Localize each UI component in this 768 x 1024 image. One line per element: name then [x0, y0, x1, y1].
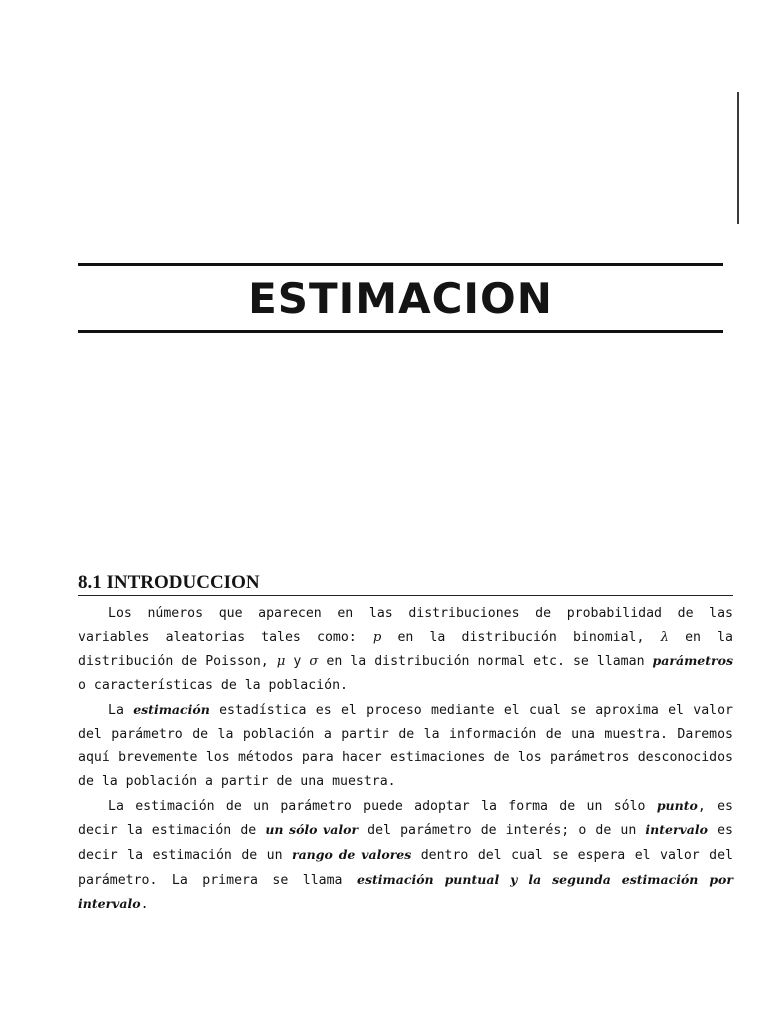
chapter-title: ESTIMACION: [248, 274, 553, 323]
section-heading: 8.1 INTRODUCCION: [78, 571, 733, 596]
margin-mark: [737, 92, 739, 224]
paragraph-3: [78, 794, 733, 918]
paragraph-1: [78, 602, 733, 698]
symbol-mu: μ: [276, 654, 286, 670]
p1-text-f: o características de la población.: [78, 678, 348, 694]
p2-text-b: estadística es el proceso mediante el cual se aproxima el valor del parámetro de la población a partir de la información de una muestra. Daremos aquí brevemente los métodos para hacer estimaciones de los parámetros desconocidos de la población a partir de una muestra.: [78, 702, 733, 789]
p3-text-e: dentro del cual se espera el valor del parámetro. La primera se llama: [78, 848, 733, 888]
body-text: [78, 602, 733, 917]
p3-text-d: es decir la estimación de un: [78, 823, 733, 864]
p3-text-f: .: [140, 897, 149, 913]
emphasis-estimacion: estimación: [133, 701, 210, 717]
symbol-sigma: σ: [309, 654, 319, 670]
paragraph-2: [78, 698, 733, 794]
emphasis-estimacion-puntual: estimación puntual y la segunda estimación por intervalo: [78, 871, 733, 912]
emphasis-intervalo: intervalo: [645, 822, 708, 838]
emphasis-parametros: parámetros: [652, 653, 733, 669]
p2-text-a: La: [108, 702, 134, 718]
emphasis-un-solo-valor: un sólo valor: [265, 822, 359, 838]
p3-text-a: La estimación de un parámetro puede adoptar la forma de un sólo: [108, 798, 657, 814]
emphasis-punto: punto: [656, 797, 698, 813]
p1-text-d: y: [285, 654, 310, 670]
p3-text-b: , es decir la estimación de: [78, 798, 733, 839]
p1-text-e: en la distribución normal etc. se llaman: [318, 654, 653, 670]
p1-text-c: en la distribución de Poisson,: [78, 629, 734, 670]
p1-text-a: Los números que aparecen en las distribuciones de probabilidad de las variables aleatorias tales como:: [78, 606, 733, 645]
emphasis-rango-de-valores: rango de valores: [291, 847, 412, 863]
symbol-lambda: λ: [660, 629, 669, 645]
title-rule-top: [78, 263, 723, 266]
title-rule-bottom: [78, 330, 723, 333]
p1-text-b: en la distribución binomial,: [381, 629, 661, 645]
symbol-p: p: [372, 629, 382, 645]
p3-text-c: del parámetro de interés; o de un: [358, 823, 646, 839]
